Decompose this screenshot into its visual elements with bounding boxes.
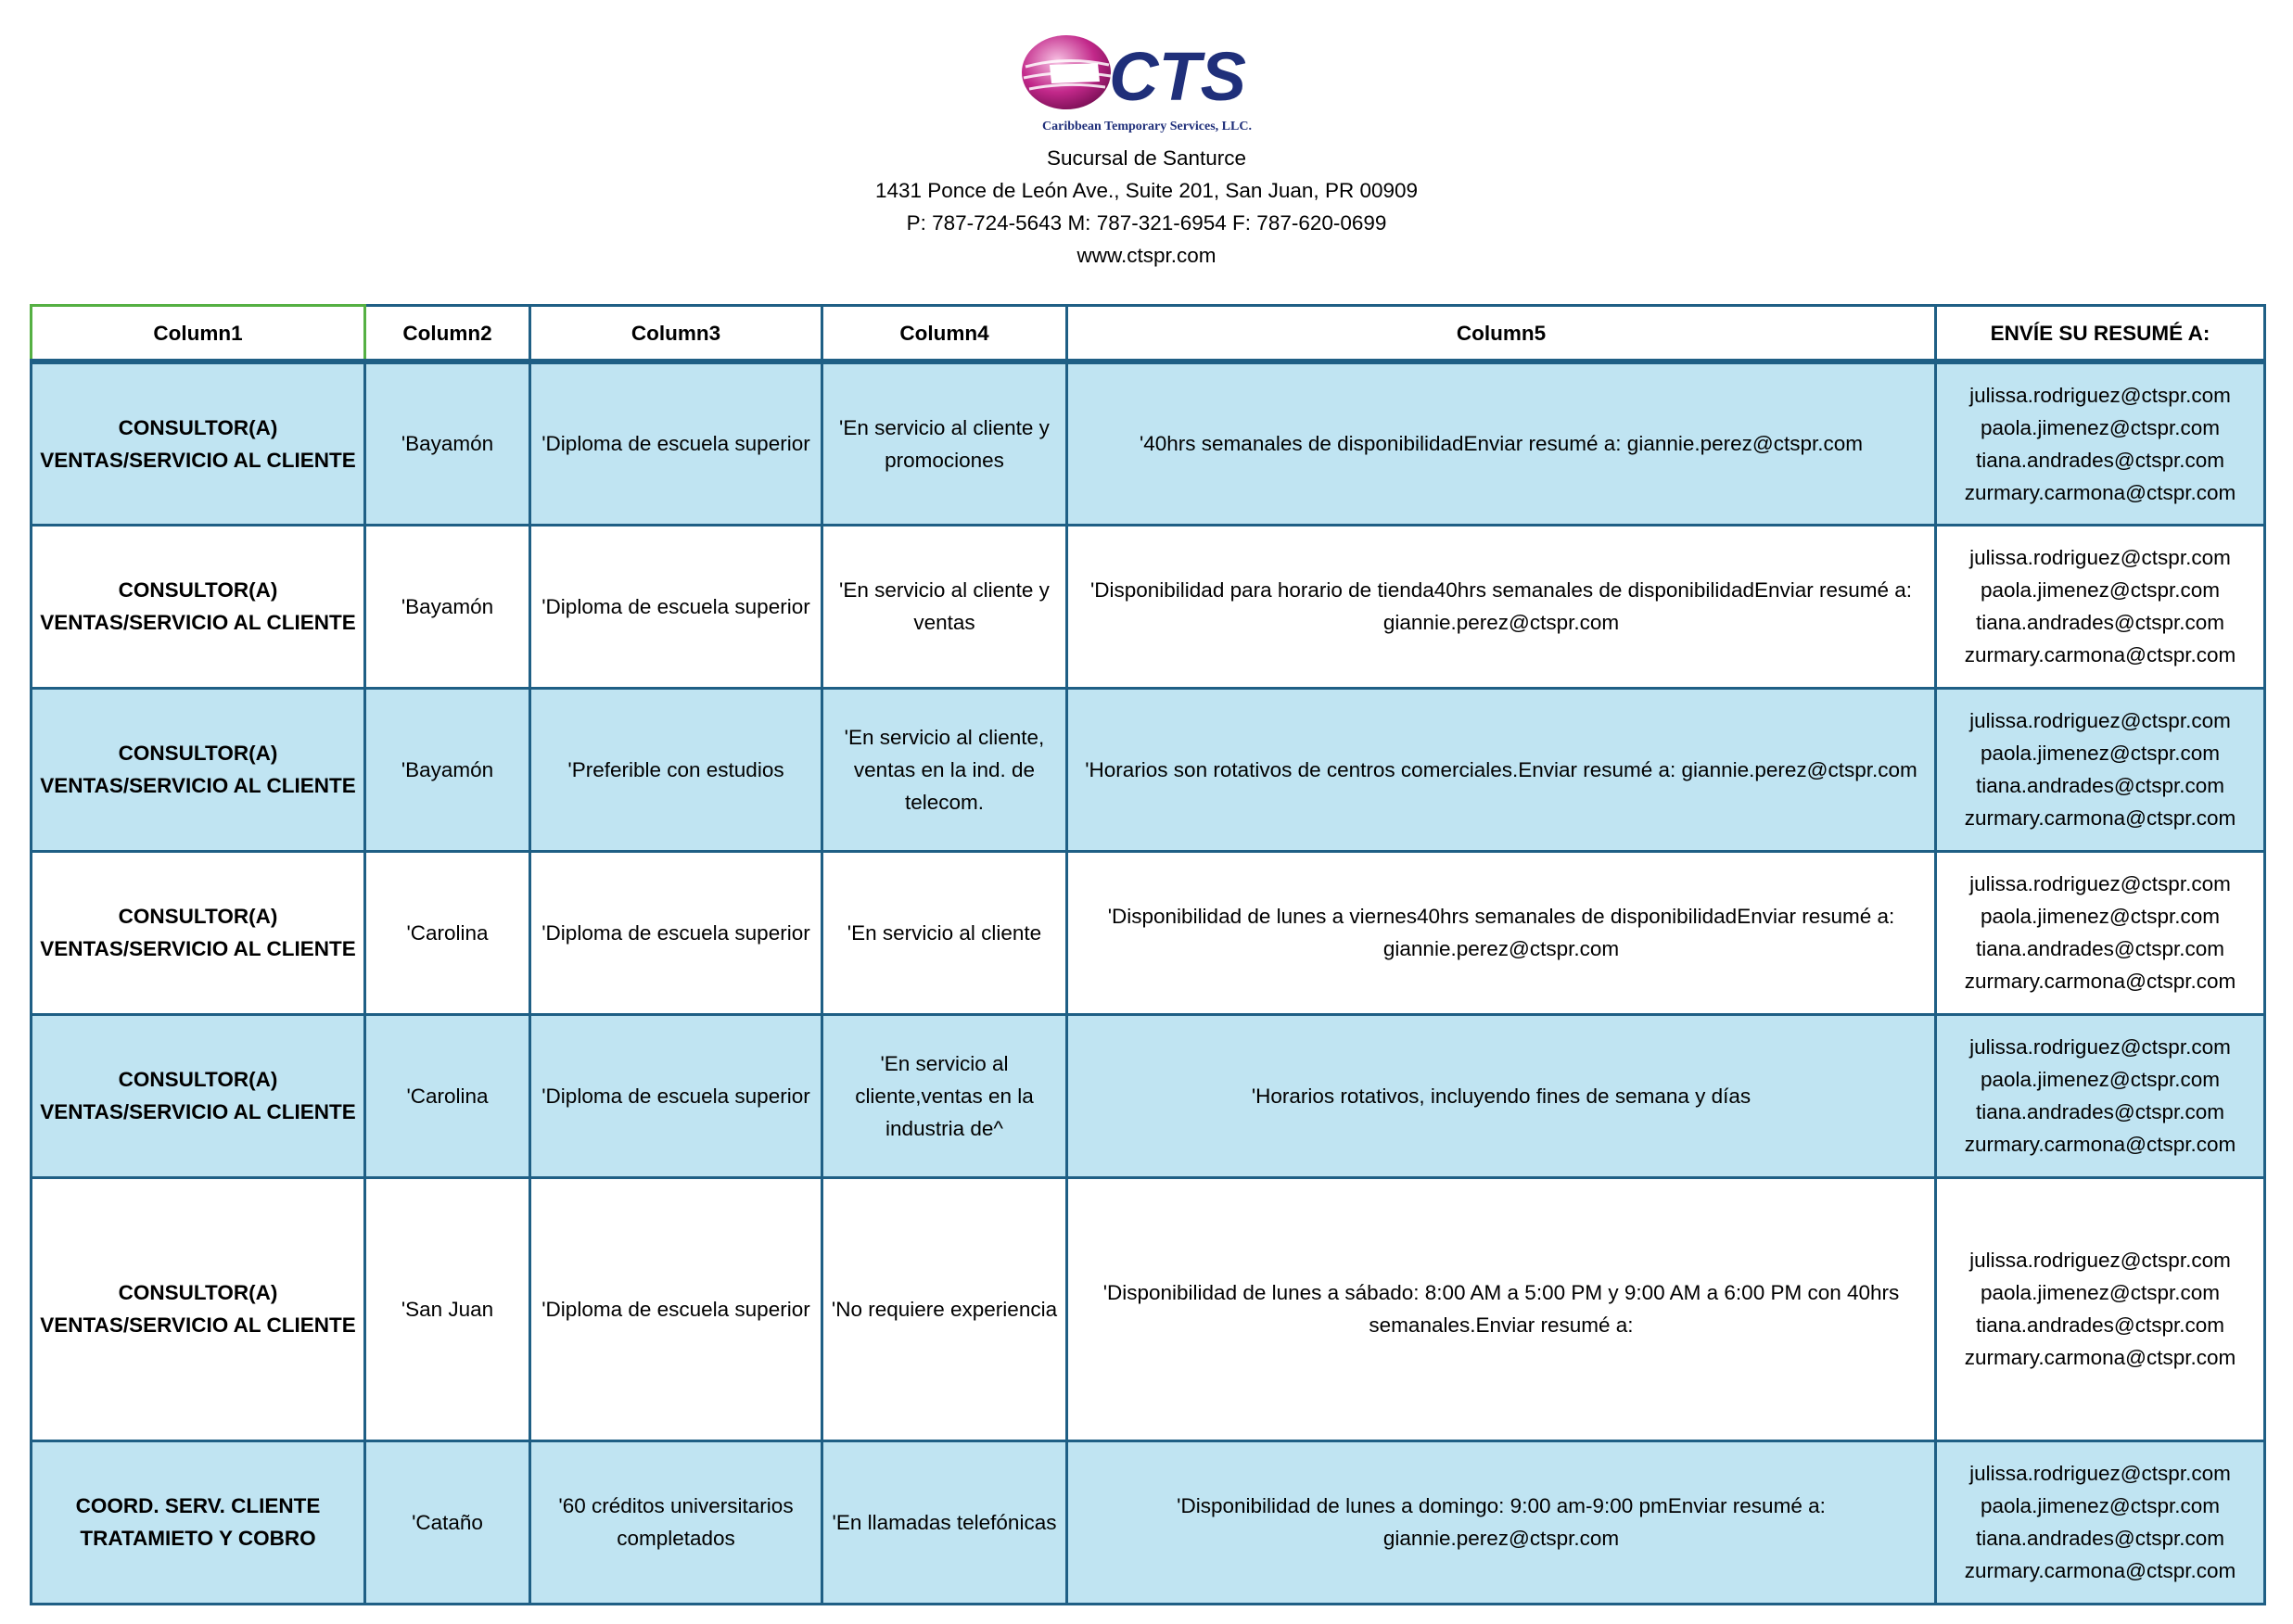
contact-emails-cell — [1936, 525, 2265, 688]
notes-cell: 'Horarios son rotativos de centros comerciales.Enviar resumé a: giannie.perez@ctspr.com — [1067, 688, 1936, 851]
column-header-2[interactable]: Column2 — [365, 306, 530, 362]
location-cell: 'Bayamón — [365, 525, 530, 688]
job-title-line: VENTAS/SERVICIO AL CLIENTE — [40, 1313, 356, 1337]
education-cell: 'Diploma de escuela superior — [530, 851, 822, 1014]
contact-email[interactable]: tiana.andrades@ctspr.com — [1976, 448, 2224, 472]
contact-email[interactable]: tiana.andrades@ctspr.com — [1976, 611, 2224, 634]
logo-wordmark: CTS — [1108, 38, 1246, 115]
contact-email[interactable]: tiana.andrades@ctspr.com — [1976, 1313, 2224, 1337]
contact-email[interactable]: julissa.rodriguez@ctspr.com — [1969, 709, 2231, 732]
branch-name: Sucursal de Santurce — [1046, 146, 1247, 170]
job-title-cell — [32, 1177, 365, 1440]
contact-email[interactable]: tiana.andrades@ctspr.com — [1976, 1100, 2224, 1123]
job-title-line: CONSULTOR(A) — [118, 415, 278, 439]
experience-cell: 'En servicio al cliente,ventas en la industria de^ — [822, 1014, 1067, 1177]
table-row — [32, 1440, 2265, 1604]
table-row — [32, 1014, 2265, 1177]
location-cell: 'Carolina — [365, 851, 530, 1014]
education-cell: 'Diploma de escuela superior — [530, 525, 822, 688]
job-title-line: CONSULTOR(A) — [118, 1068, 278, 1091]
contact-emails-cell — [1936, 362, 2265, 525]
contact-email[interactable]: zurmary.carmona@ctspr.com — [1964, 806, 2236, 830]
contact-emails-cell — [1936, 1440, 2265, 1604]
job-title-line: COORD. SERV. CLIENTE — [75, 1494, 321, 1517]
job-title-cell — [32, 851, 365, 1014]
notes-cell: 'Disponibilidad de lunes a sábado: 8:00 AM a 5:00 PM y 9:00 AM a 6:00 PM con 40hrs semanales.Enviar resumé a: — [1067, 1177, 1936, 1440]
job-title-line: TRATAMIETO Y COBRO — [80, 1527, 316, 1550]
contact-email[interactable]: julissa.rodriguez@ctspr.com — [1969, 546, 2231, 569]
experience-cell: 'En llamadas telefónicas — [822, 1440, 1067, 1604]
contact-email[interactable]: zurmary.carmona@ctspr.com — [1964, 1133, 2236, 1156]
table-row — [32, 362, 2265, 525]
contact-email[interactable]: tiana.andrades@ctspr.com — [1976, 1527, 2224, 1550]
contact-email[interactable]: zurmary.carmona@ctspr.com — [1964, 480, 2236, 504]
job-listings-table — [30, 304, 2266, 1605]
table-row — [32, 525, 2265, 688]
contact-email[interactable]: paola.jimenez@ctspr.com — [1981, 578, 2220, 602]
contact-email[interactable]: tiana.andrades@ctspr.com — [1976, 774, 2224, 797]
job-title-line: CONSULTOR(A) — [118, 905, 278, 928]
job-title-cell — [32, 1014, 365, 1177]
table-header — [32, 306, 2265, 362]
contact-email[interactable]: zurmary.carmona@ctspr.com — [1964, 1559, 2236, 1582]
notes-cell: 'Disponibilidad de lunes a domingo: 9:00 am-9:00 pmEnviar resumé a: giannie.perez@ctspr.com — [1067, 1440, 1936, 1604]
table-row — [32, 1177, 2265, 1440]
contact-email[interactable]: zurmary.carmona@ctspr.com — [1964, 1346, 2236, 1369]
job-title-cell — [32, 1440, 365, 1604]
education-cell: '60 créditos universitarios completados — [530, 1440, 822, 1604]
contact-email[interactable]: tiana.andrades@ctspr.com — [1976, 937, 2224, 960]
contact-email[interactable]: julissa.rodriguez@ctspr.com — [1969, 1462, 2231, 1485]
job-title-line: VENTAS/SERVICIO AL CLIENTE — [40, 774, 356, 797]
notes-cell: 'Horarios rotativos, incluyendo fines de semana y días — [1067, 1014, 1936, 1177]
column-header-5[interactable]: Column5 — [1067, 306, 1936, 362]
table-row — [32, 851, 2265, 1014]
contact-emails-cell — [1936, 688, 2265, 851]
education-cell: 'Diploma de escuela superior — [530, 1177, 822, 1440]
contact-email[interactable]: julissa.rodriguez@ctspr.com — [1969, 1035, 2231, 1059]
location-cell: 'Bayamón — [365, 362, 530, 525]
table-row — [32, 688, 2265, 851]
cts-logo-graphic — [1013, 28, 1281, 137]
contact-email[interactable]: paola.jimenez@ctspr.com — [1981, 1281, 2220, 1304]
table-body — [32, 362, 2265, 1604]
education-cell: 'Diploma de escuela superior — [530, 362, 822, 525]
column-header-1[interactable]: Column1 — [32, 306, 365, 362]
address: 1431 Ponce de León Ave., Suite 201, San Juan, PR 00909 — [874, 179, 1419, 202]
job-title-line: VENTAS/SERVICIO AL CLIENTE — [40, 611, 356, 634]
logo-subtitle: Caribbean Temporary Services, LLC. — [1041, 120, 1252, 133]
contact-email[interactable]: paola.jimenez@ctspr.com — [1981, 1068, 2220, 1091]
experience-cell: 'En servicio al cliente — [822, 851, 1067, 1014]
location-cell: 'Cataño — [365, 1440, 530, 1604]
job-title-line: VENTAS/SERVICIO AL CLIENTE — [40, 1100, 356, 1123]
column-header-3[interactable]: Column3 — [530, 306, 822, 362]
contact-email[interactable]: paola.jimenez@ctspr.com — [1981, 1494, 2220, 1517]
job-title-line: VENTAS/SERVICIO AL CLIENTE — [40, 937, 356, 960]
job-title-cell — [32, 525, 365, 688]
contact-email[interactable]: julissa.rodriguez@ctspr.com — [1969, 1249, 2231, 1272]
letterhead — [0, 28, 2293, 272]
experience-cell: 'En servicio al cliente y promociones — [822, 362, 1067, 525]
job-listings-table-container — [30, 304, 2266, 1605]
contact-emails-cell — [1936, 851, 2265, 1014]
job-title-cell — [32, 362, 365, 525]
header-row — [32, 306, 2265, 362]
experience-cell: 'En servicio al cliente, ventas en la ind. de telecom. — [822, 688, 1067, 851]
phone-numbers: P: 787-724-5643 M: 787-321-6954 F: 787-620-0699 — [906, 211, 1387, 235]
job-title-line: CONSULTOR(A) — [118, 1281, 278, 1304]
contact-email[interactable]: paola.jimenez@ctspr.com — [1981, 415, 2220, 439]
contact-email[interactable]: julissa.rodriguez@ctspr.com — [1969, 872, 2231, 895]
notes-cell: 'Disponibilidad para horario de tienda40hrs semanales de disponibilidadEnviar resumé a: giannie.perez@ctspr.com — [1067, 525, 1936, 688]
job-title-line: VENTAS/SERVICIO AL CLIENTE — [40, 448, 356, 472]
experience-cell: 'En servicio al cliente y ventas — [822, 525, 1067, 688]
cts-logo — [1013, 28, 1281, 137]
job-title-cell — [32, 688, 365, 851]
contact-email[interactable]: zurmary.carmona@ctspr.com — [1964, 970, 2236, 993]
job-title-line: CONSULTOR(A) — [118, 578, 278, 602]
location-cell: 'Bayamón — [365, 688, 530, 851]
website: www.ctspr.com — [1076, 244, 1217, 267]
experience-cell: 'No requiere experiencia — [822, 1177, 1067, 1440]
job-title-line: CONSULTOR(A) — [118, 742, 278, 765]
location-cell: 'San Juan — [365, 1177, 530, 1440]
contact-email[interactable]: paola.jimenez@ctspr.com — [1981, 905, 2220, 928]
contact-email[interactable]: paola.jimenez@ctspr.com — [1981, 742, 2220, 765]
contact-email[interactable]: julissa.rodriguez@ctspr.com — [1969, 383, 2231, 407]
column-header-send-resume[interactable]: ENVÍE SU RESUMÉ A: — [1936, 306, 2265, 362]
education-cell: 'Diploma de escuela superior — [530, 1014, 822, 1177]
contact-emails-cell — [1936, 1177, 2265, 1440]
column-header-4[interactable]: Column4 — [822, 306, 1067, 362]
education-cell: 'Preferible con estudios — [530, 688, 822, 851]
notes-cell: '40hrs semanales de disponibilidadEnviar resumé a: giannie.perez@ctspr.com — [1067, 362, 1936, 525]
contact-email[interactable]: zurmary.carmona@ctspr.com — [1964, 643, 2236, 666]
notes-cell: 'Disponibilidad de lunes a viernes40hrs semanales de disponibilidadEnviar resumé a: giannie.perez@ctspr.com — [1067, 851, 1936, 1014]
contact-emails-cell — [1936, 1014, 2265, 1177]
location-cell: 'Carolina — [365, 1014, 530, 1177]
